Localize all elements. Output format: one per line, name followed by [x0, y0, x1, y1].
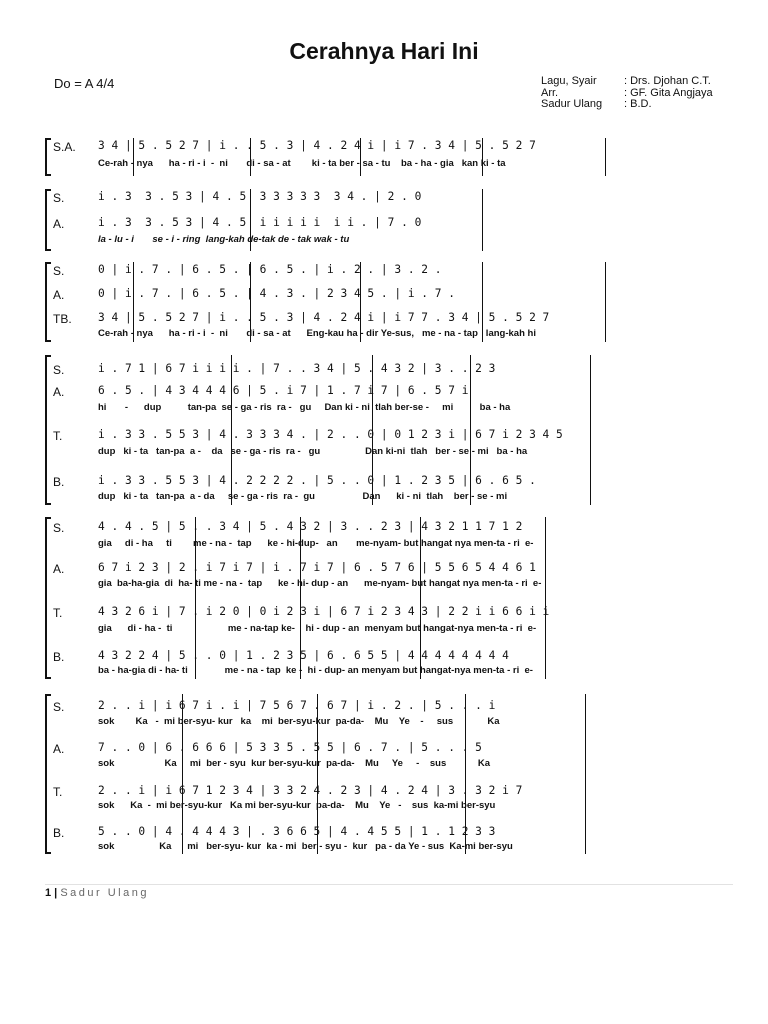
staff-line-soprano: S. 4 . 4 . 5 | 5 . . 3 4 | 5 . 4 3 2 | 3 . . 2 3 | 4 3 2 1 1 7 1 2	[53, 520, 523, 535]
lyric-line: dup ki - ta tan-pa a - da se - ga - ris ra - gu Dan ki - ni tlah ber - se - mi	[98, 491, 508, 502]
staff-line-soprano: S. i . 7 1 | 6 7 i i i i . | 7 . . 3 4 | 5 . 4 3 2 | 3 . . 2 3	[53, 362, 496, 377]
staff-line-soprano: S. i . 3 3 . 5 3 | 4 . 5 3 3 3 3 3 3 4 . | 2 . 0	[53, 190, 422, 205]
lyric-line: sok Ka mi ber-syu- kur ka - mi ber - syu - kur pa - da Ye - sus Ka-mi ber-syu	[98, 841, 513, 852]
system-bracket	[45, 694, 51, 854]
lyric-line: sok Ka - mi ber-syu- kur ka mi ber-syu-kur pa-da- Mu Ye - sus Ka	[98, 716, 500, 727]
lyric-line: gia ba-ha-gia di ha- ti me - na - tap ke - hi- dup - an me-nyam- but hangat nya men-ta - ri e-	[98, 578, 542, 589]
credits-block	[541, 76, 713, 111]
staff-line-bass: B. i . 3 3 . 5 5 3 | 4 . 2 2 2 2 . | 5 . . 0 | 1 . 2 3 5 | 6 . 6 5 .	[53, 474, 536, 489]
credit-composer: Lagu, Syair : Drs. Djohan C.T.	[541, 75, 711, 87]
staff-line-bass: B. 4 3 2 2 4 | 5 . . 0 | 1 . 2 3 5 | 6 . 6 5 5 | 4 4 4 4 4 4 4 4	[53, 649, 509, 664]
staff-line-alto: A. 6 . 5 . | 4 3 4 4 4 6 | 5 . i 7 | 1 . 7 i 7 | 6 . 5 7 i	[53, 384, 469, 399]
system-4	[45, 355, 718, 505]
staff-line-alto: A. 6 7 i 2 3 | 2 . i 7 i 7 | i . 7 i 7 | 6 . 5 7 6 | 5 5 6 5 4 4 6 1	[53, 561, 536, 576]
lyric-line: gia di - ha ti me - na - tap ke - hi-dup- an me-nyam- but hangat nya men-ta - ri e-	[98, 538, 534, 549]
staff-line-sa: S.A. 3 4 | 5 . 5 2 7 | i . . 5 . 3 | 4 . 2 4 i | i 7 . 3 4 | 5 . 5 2 7	[53, 139, 536, 154]
credit-adaptation: Sadur Ulang : B.D.	[541, 98, 652, 110]
lyric-line: gia di - ha - ti me - na-tap ke- hi - dup - an menyam but hangat-nya men-ta - ri e-	[98, 623, 537, 634]
staff-line-alto: A. i . 3 3 . 5 3 | 4 . 5 i i i i i i i . | 7 . 0	[53, 216, 422, 231]
system-bracket	[45, 189, 51, 251]
staff-line-tenor: T. i . 3 3 . 5 5 3 | 4 . 3 3 3 4 . | 2 . . 0 | 0 1 2 3 i | 6 7 i 2 3 4 5	[53, 428, 563, 443]
lyric-line: ba - ha-gia di - ha- ti me - na - tap ke - hi - dup- an menyam but hangat-nya men-ta - ri e-	[98, 665, 533, 676]
page-number: 1	[45, 887, 52, 899]
credit-arranger: Arr. : GF. Gita Angjaya	[541, 86, 713, 99]
staff-line-soprano: S. 2 . . i | i 6 7 i . i | 7 5 6 7 . 6 7 | i . 2 . | 5 . . . i	[53, 699, 496, 714]
page-footer: 1 | Sadur Ulang	[45, 884, 733, 899]
page-title: Cerahnya Hari Ini	[289, 38, 479, 64]
lyric-line: la - lu - i se - i - ring lang-kah de-tak de - tak wak - tu	[98, 234, 350, 245]
lyric-line: Ce-rah - nya ha - ri - i - ni di - sa - at ki - ta ber - sa - tu ba - ha - gia kan ki - ta	[98, 158, 506, 169]
staff-line-alto: A. 0 | i . 7 . | 6 . 5 . | 4 . 3 . | 2 3 4 5 . | i . 7 .	[53, 287, 455, 302]
staff-line-bass: B. 5 . . 0 | 4 . 4 4 4 3 | . 3 6 6 5 | 4 . 4 5 5 | 1 . 1 2 3 3	[53, 825, 496, 840]
system-bracket	[45, 138, 51, 176]
system-bracket	[45, 517, 51, 679]
lyric-line: Ce-rah - nya ha - ri - i - ni di - sa - at Eng-kau ha - dir Ye-sus, me - na - tap lang-kah hi	[98, 328, 536, 339]
system-3	[45, 262, 718, 342]
lyric-line: sok Ka - mi ber-syu-kur Ka mi ber-syu-kur pa-da- Mu Ye - sus ka-mi ber-syu	[98, 800, 496, 811]
key-signature: Do = A 4/4	[54, 76, 115, 91]
footer-text: Sadur Ulang	[60, 887, 149, 899]
staff-line-tenor-bass: TB. 3 4 | 5 . 5 2 7 | i . . 5 . 3 | 4 . 2 4 i | i 7 7 . 3 4 | 5 . 5 2 7	[53, 311, 550, 326]
staff-line-soprano: S. 0 | i . 7 . | 6 . 5 . | 6 . 5 . | i . 2 . | 3 . 2 .	[53, 263, 442, 278]
system-6	[45, 694, 718, 854]
system-1	[45, 138, 718, 176]
lyric-line: hi - dup tan-pa se - ga - ris ra - gu Dan ki - ni tlah ber-se - mi ba - ha	[98, 402, 511, 413]
lyric-line: dup ki - ta tan-pa a - da se - ga - ris ra - gu Dan ki-ni tlah ber - se - mi ba - ha	[98, 446, 528, 457]
staff-line-alto: A. 7 . . 0 | 6 . 6 6 6 | 5 3 3 5 . 5 5 | 6 . 7 . | 5 . . . 5	[53, 741, 482, 756]
system-bracket	[45, 355, 51, 505]
staff-line-tenor: T. 4 3 2 6 i | 7 . i 2 0 | 0 i 2 3 i | 6 7 i 2 3 4 3 | 2 2 i i 6 6 i i	[53, 605, 550, 620]
system-bracket	[45, 262, 51, 342]
system-2	[45, 189, 718, 251]
staff-line-tenor: T. 2 . . i | i 6 7 1 2 3 4 | 3 3 2 4 . 2 3 | 4 . 2 4 | 3 . 3 2 i 7	[53, 784, 523, 799]
system-5	[45, 517, 718, 679]
lyric-line: sok Ka mi ber - syu kur ber-syu-kur pa-da- Mu Ye - sus Ka	[98, 758, 491, 769]
